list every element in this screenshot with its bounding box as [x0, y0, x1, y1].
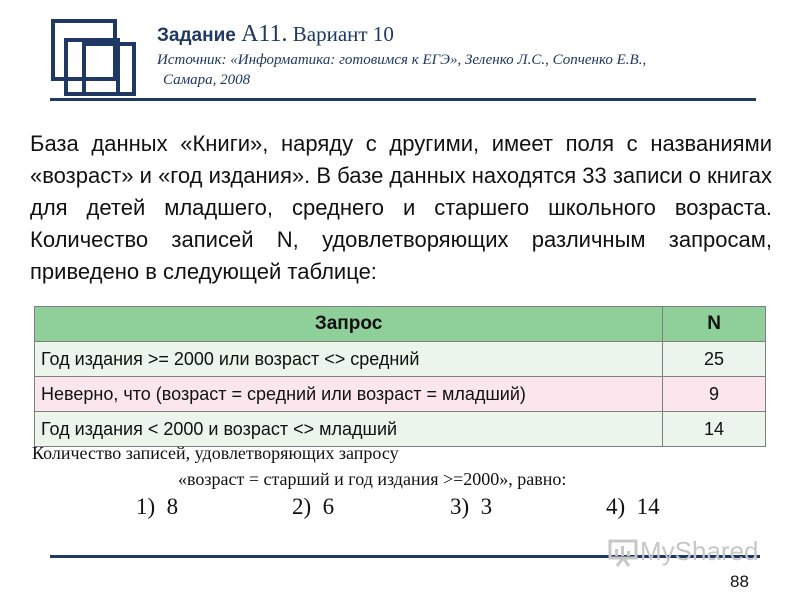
- query-cell: Год издания < 2000 и возраст <> младший: [35, 412, 663, 447]
- query-cell: Год издания >= 2000 или возраст <> средний: [35, 342, 663, 377]
- answer-options: [136, 494, 696, 524]
- answer-value: 8: [166, 494, 179, 519]
- answer-number: 2): [292, 494, 312, 519]
- answer-value: 6: [322, 494, 335, 519]
- task-paragraph: База данных «Книги», наряду с другими, имеет поля с названиями «возраст» и «год издания». В базе данных находятся 33 записи о книгах для детей младшего, среднего и старшего школьного возраста. Количество записей N, удовлетворяющих различным запросам, приведено в следующей таблице:: [30, 131, 772, 284]
- query-table: [34, 306, 766, 447]
- table-row: [35, 377, 766, 412]
- answer-option: [292, 494, 334, 520]
- query-cell: Неверно, что (возраст = средний или возраст = младший): [35, 377, 663, 412]
- source-line-2: Самара, 2008: [163, 72, 251, 88]
- table-header-row: [35, 307, 766, 342]
- table-row: [35, 342, 766, 377]
- header-divider: [50, 98, 756, 101]
- answer-value: 3: [480, 494, 493, 519]
- question-line-1: Количество записей, удовлетворяющих запросу: [32, 443, 399, 463]
- answer-option: [136, 494, 178, 520]
- task-variant: Вариант 10: [292, 22, 394, 46]
- page-number: 88: [730, 572, 749, 591]
- header-query: Запрос: [35, 307, 663, 342]
- question-line-2: «возраст = старший и год издания >=2000», равно:: [178, 469, 567, 489]
- watermark: [608, 536, 759, 567]
- slide-header: [157, 22, 777, 90]
- answer-number: 1): [136, 494, 156, 519]
- n-cell: 9: [663, 377, 766, 412]
- presentation-icon: [608, 539, 638, 567]
- n-cell: 14: [663, 412, 766, 447]
- task-code: A11.: [241, 21, 288, 47]
- logo-icon: [50, 18, 138, 100]
- answer-value: 14: [636, 494, 660, 519]
- n-cell: 25: [663, 342, 766, 377]
- watermark-brand: MyShared: [640, 536, 759, 566]
- header-n: N: [663, 307, 766, 342]
- answer-number: 3): [450, 494, 470, 519]
- answer-number: 4): [606, 494, 626, 519]
- source-line-1: Источник: «Информатика: готовимся к ЕГЭ», Зеленко Л.С., Сопченко Е.В.,: [157, 52, 647, 68]
- task-title: [157, 22, 777, 48]
- answer-option: [450, 494, 492, 520]
- answer-option: [606, 494, 660, 520]
- task-label: Задание: [157, 25, 236, 46]
